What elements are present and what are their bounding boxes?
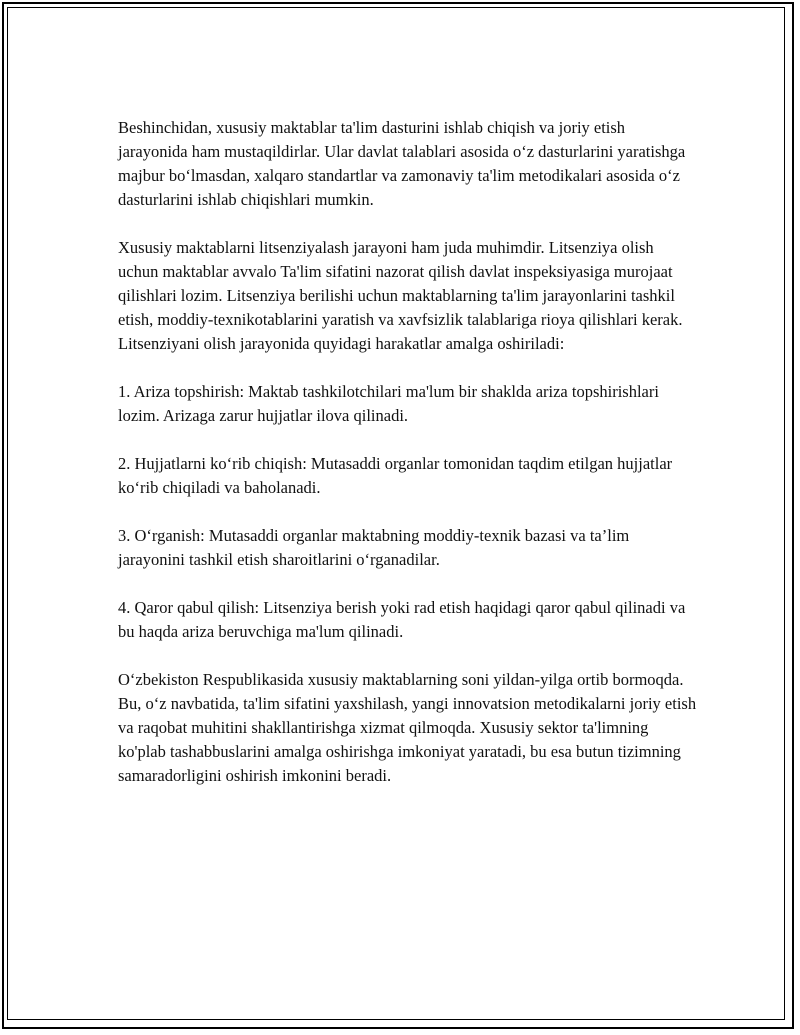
paragraph-intro: Beshinchidan, xususiy maktablar ta'lim dasturini ishlab chiqish va joriy etish jarayonida ham mustaqildirlar. Ular davlat talablari asosida o‘z dasturlarini yaratishga majbur bo‘lmasdan, xalqaro standartlar va zamonaviy ta'lim metodikalari asosida o‘z dasturlarini ishlab chiqishlari mumkin. bbox=[118, 118, 686, 209]
list-item-step-2: 2. Hujjatlarni ko‘rib chiqish: Mutasaddi organlar tomonidan taqdim etilgan hujjatlar ko‘rib chiqiladi va baholanadi. bbox=[118, 454, 673, 497]
document-body bbox=[118, 116, 698, 812]
list-item-step-3: 3. O‘rganish: Mutasaddi organlar maktabning moddiy-texnik bazasi va ta’lim jarayonini tashkil etish sharoitlarini o‘rganadilar. bbox=[118, 526, 630, 569]
list-item-step-4: 4. Qaror qabul qilish: Litsenziya berish yoki rad etish haqidagi qaror qabul qilinadi va bu haqda ariza beruvchiga ma'lum qilinadi. bbox=[118, 598, 686, 641]
list-item-step-1: 1. Ariza topshirish: Maktab tashkilotchilari ma'lum bir shaklda ariza topshirishlari lozim. Arizaga zarur hujjatlar ilova qilinadi. bbox=[118, 382, 659, 425]
paragraph-licensing: Xususiy maktablarni litsenziyalash jarayoni ham juda muhimdir. Litsenziya olish uchun maktablar avvalo Ta'lim sifatini nazorat qilish davlat inspeksiyasiga murojaat qilishlari lozim. Litsenziya berilishi uchun maktablarning ta'lim jarayonlarini tashkil etish, moddiy-texnikotablarini yaratish va xavfsizlik talablariga rioya qilishlari kerak. Litsenziyani olish jarayonida quyidagi harakatlar amalga oshiriladi: bbox=[118, 238, 683, 353]
paragraph-conclusion: O‘zbekiston Respublikasida xususiy maktablarning soni yildan-yilga ortib bormoqda. Bu, o‘z navbatida, ta'lim sifatini yaxshilash, yangi innovatsion metodikalarni joriy etish va raqobat muhitini shakllantirishga xizmat qilmoqda. Xususiy sektor ta'limning ko'plab tashabbuslarini amalga oshirishga imkoniyat yaratadi, bu esa butun tizimning samaradorligini oshirish imkonini beradi. bbox=[118, 670, 697, 785]
